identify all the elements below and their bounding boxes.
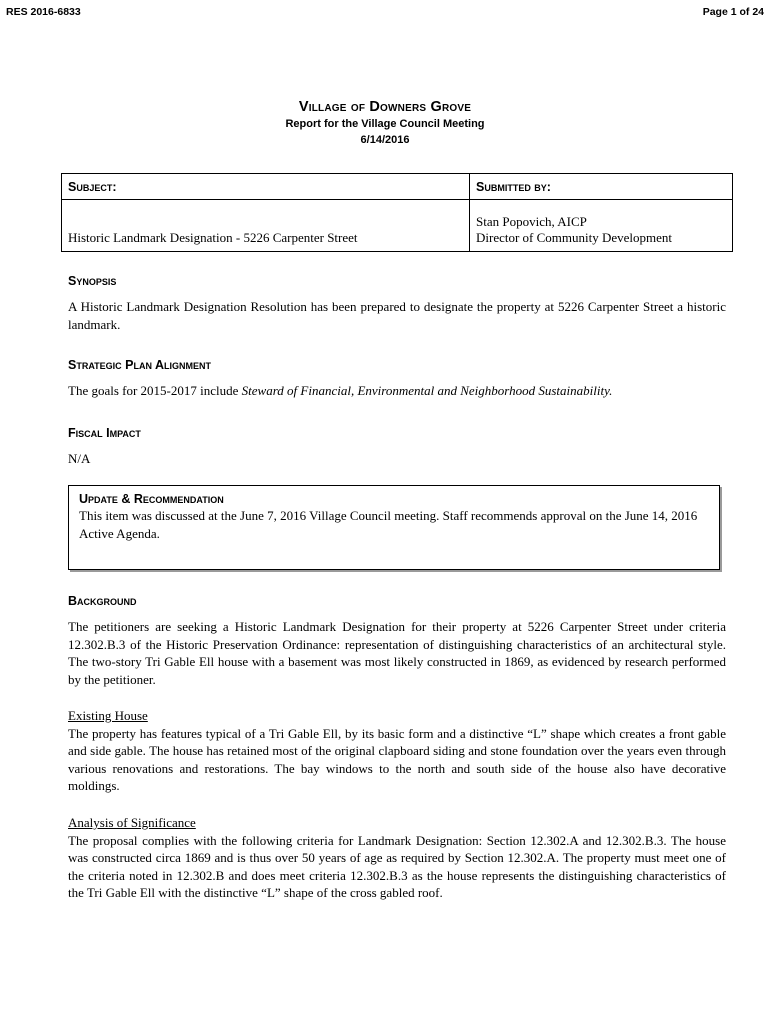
synopsis-heading: Synopsis (68, 274, 117, 288)
update-heading: Update & Recommendation (79, 492, 224, 506)
submitter-title: Director of Community Development (476, 230, 673, 245)
meeting-date: 6/14/2016 (360, 134, 410, 146)
strategic-plan-prefix: The goals for 2015-2017 include (68, 383, 242, 398)
subject-label: Subject: (62, 174, 470, 200)
subject-table (61, 173, 733, 252)
synopsis-text: A Historic Landmark Designation Resolution has been prepared to designate the property at 5226 Carpenter Street a historic landmark. (68, 299, 726, 332)
document-title: Village of Downers Grove (298, 99, 472, 115)
fiscal-impact-heading: Fiscal Impact (68, 426, 141, 440)
strategic-plan-text (68, 382, 726, 400)
analysis-heading: Analysis of Significance (68, 815, 196, 830)
submitter-name: Stan Popovich, AICP (476, 214, 587, 229)
update-text: This item was discussed at the June 7, 2016 Village Council meeting. Staff recommends approval on the June 14, 2016 Active Agenda. (79, 508, 698, 541)
page-indicator: Page 1 of 24 (702, 6, 764, 18)
fiscal-impact-text: N/A (68, 451, 91, 466)
existing-house-text: The property has features typical of a Tri Gable Ell, by its basic form and a distinctive “L” shape which creates a front gable and side gable. The house has retained most of the original clapboard siding and stone foundation over the years even through various renovations and restorations. The bay windows to the north and south side of the house also have decorative moldings. (68, 725, 726, 793)
strategic-plan-goals: Steward of Financial, Environmental and Neighborhood Sustainability. (241, 383, 613, 398)
update-recommendation-box (68, 485, 720, 570)
submitted-by-label: Submitted by: (470, 174, 733, 200)
analysis-text: The proposal complies with the following criteria for Landmark Designation: Section 12.302.A and 12.302.B.3. The house was constructed circa 1869 and is thus over 50 years of age as required by Section 12.302.A. The property must meet one of the criteria noted in 12.302.B and does meet criteria 12.302.B.3 as the house represents the distinguishing characteristics of the Tri Gable Ell with the distinctive “L” shape of the cross gabled roof. (68, 832, 726, 900)
document-subtitle: Report for the Village Council Meeting (285, 118, 485, 130)
background-heading: Background (68, 594, 137, 608)
submitter-cell (470, 200, 733, 252)
strategic-plan-heading: Strategic Plan Alignment (68, 358, 212, 372)
existing-house-heading: Existing House (68, 708, 148, 723)
resolution-number: RES 2016-6833 (6, 6, 81, 18)
analysis-section (68, 814, 726, 902)
background-text: The petitioners are seeking a Historic Landmark Designation for their property at 5226 Carpenter Street under criteria 12.302.B.3 of the Historic Preservation Ordinance: representation of distinguishing characteristics of an architectural style. The two-story Tri Gable Ell house with a basement was most likely constructed in 1869, as evidenced by research performed by the petitioner. (68, 619, 726, 687)
existing-house-section (68, 707, 726, 795)
subject-value: Historic Landmark Designation - 5226 Carpenter Street (62, 200, 470, 252)
title-block (0, 99, 770, 146)
